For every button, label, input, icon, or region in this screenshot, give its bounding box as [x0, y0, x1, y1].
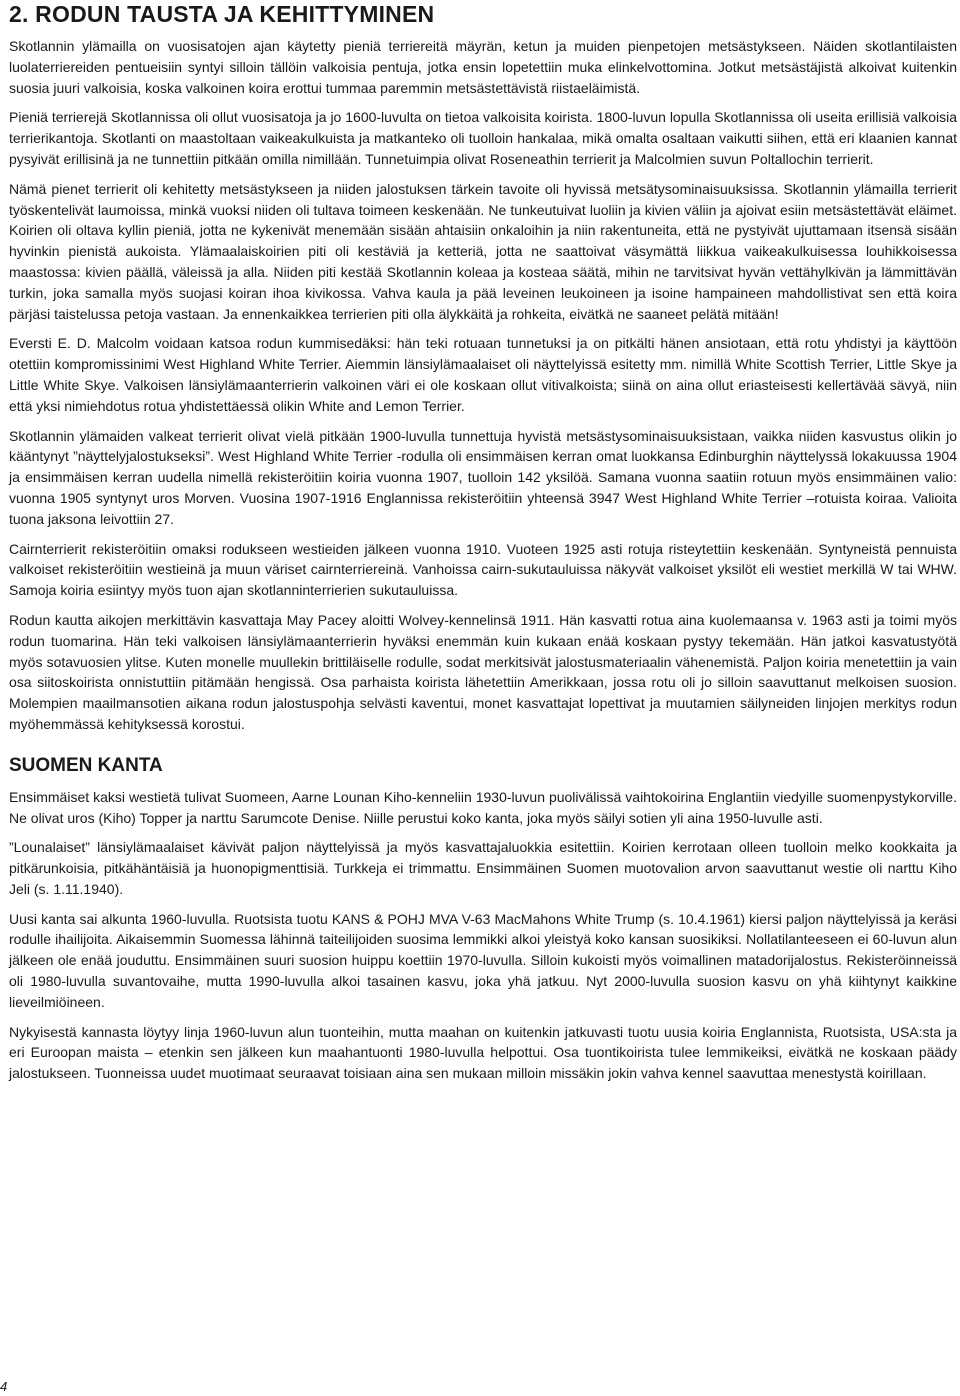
paragraph: Nykyisestä kannasta löytyy linja 1960-luvun alun tuonteihin, mutta maahan on kuitenkin jatkuvasti tuotu uusia koiria Englannista, Ruotsista, USA:sta ja eri Euroopan maista – etenkin sen jälkeen kun maahantuonti 1980-luvulla helpottui. Osa tuontikoirista tulee lemmikeiksi, eivätkä ne koskaan päädy jalostukseen. Tuonneissa uudet muotimaat seuraavat toisiaan aina sen mukaan milloin missäkin jokin vahva kennel saavuttaa menestystä koirillaan. [9, 1023, 957, 1082]
paragraph: Skotlannin ylämaiden valkeat terrierit olivat vielä pitkään 1900-luvulla tunnettuja hyvistä metsästysominaisuuksistaan, vaikka niiden kasvustus olikin jo kääntynyt ”näyttelyjalostukseksi”. West Highland White Terrier -rodulla oli ensimmäisen kerran omat luokkansa Edinburghin näyttelyssä lokakuussa 1904 ja ensimmäisen kerran uudella nimellä rekisteröitiin koiria vuonna 1907, tuolloin 142 yksilöä. Samana vuonna saatiin rotuun myös ensimmäinen valio: vuonna 1905 syntynyt uros Morven. Vuosina 1907-1916 Englannissa rekisteröitiin yhteensä 3947 West Highland White Terrier –rotuista koiraa. Valioita tuona jaksona leivottiin 27. [9, 427, 957, 527]
paragraph: Pieniä terrierejä Skotlannissa oli ollut vuosisatoja ja jo 1600-luvulta on tietoa valkoisita koirista. 1800-luvun lopulla Skotlannissa oli useita erillisiä valkoisia terrierikantoja. Skotlanti on maastoltaan vaikeakulkuista ja matkanteko oli tuolloin hankalaa, mikä omalta osaltaan vaikutti siihen, että eri klaanien kannat pysyivät erillisinä ja ne tunnettiin pitkään omilla nimillään. Tunnetuimpia olivat Roseneathin terrierit ja Malcolmien suvun Poltallochin terrierit. [9, 109, 957, 167]
paragraph: Uusi kanta sai alkunta 1960-luvulla. Ruotsista tuotu KANS & POHJ MVA V-63 MacMahons White Trump (s. 10.4.1961) kiersi paljon näyttelyissä ja keräsi rodulle ihailijoita. Aikaisemmin Suomessa lähinnä taiteilijoiden suosima lemmikki alkoi yleistyä koko kansan suosikiksi. Nollatilanteeseen ei 60-luvun alun jälkeen ole enää jouduttu. Ensimmäinen suuri suosion huippu koettiin 1970-luvulla. Silloin kukoisti myös voimallinen matadorijalostus. Rekisteröinneissä oli 1980-luvulla suvantovaihe, mutta 1990-luvulla alkoi tasainen kasvu, joka yhä jatkuu. Nyt 2000-luvulla suosion kasvu on yhä kiihtynyt kaikkine lieveilmiöineen. [9, 910, 957, 1010]
paragraph: Nämä pienet terrierit oli kehitetty metsästykseen ja niiden jalostuksen tärkein tavoite oli hyvissä metsätysominaisuuksissa. Skotlannin ylämailla terrierit työskentelivät laumoissa, minkä vuoksi niiden oli tultava toimeen keskenään. Ne tunkeutuivat luoliin ja kivien väliin ja ajoivat esiin metsästettävät eläimet. Koirien oli oltava kyllin pieniä, jotta ne kykenivät menemään sisään ahtaisiin onkaloihin ja niin rakentuneita, että ne pystyivät ujuttamaan itsensä sisään hyvinkin pienistä aukoista. Ylämaalaiskoirien piti oli kestäviä ja ketteriä, jotta ne saattoivat väsymättä liikkua vaikeakulkuisessa louhikkoisessa maastossa: kivien päällä, väleissä ja alla. Niiden piti kestää Skotlannin koleaa ja kosteaa säätä, mihin ne tarvitsivat hyvän vettähylkivän ja lämmittävän turkin, joka samalla myös suojasi koiran ihoa kivikossa. Vahva kaula ja pää leveinen leukoineen ja isoine hampaineen mahdollistivat sen että koira pärjäsi taistelussa petoja vastaan. Ja ennenkaikkea terrierien piti olla älykkäitä ja rohkeita, eivätkä ne saaneet pelätä mitään! [9, 180, 957, 322]
paragraph: Rodun kautta aikojen merkittävin kasvattaja May Pacey aloitti Wolvey-kennelinsä 1911. Hän kasvatti rotua aina kuolemaansa v. 1963 asti ja toimi myös rodun tuomarina. Hän teki valkoisen länsiylämaanterrierin hyväksi enemmän kuin kukaan enää koskaan pystyy tekemään. Hän jatkoi kasvatustyötä myös sotavuosien ylitse. Kuten monelle muullekin brittiläiselle rodulle, sodat merkitsivät jalostusmateriaalin vähenemistä. Paljon koiria menetettiin ja vain osa siitoskoirista onnistuttiin pitämään hengissä. Osa parhaista koirista lähetettiin Amerikkaan, jossa rotu oli jo silloin saavuttanut melkoisen suosion. Molempien maailmansotien aikana rodun jalostuspohja selvästi kaventui, monet kasvattajat lopettivat ja muutamien säilyneiden linjojen merkitys rodun myöhemmässä kehityksessä korostui. [9, 611, 957, 732]
paragraph: Eversti E. D. Malcolm voidaan katsoa rodun kummisedäksi: hän teki rotuaan tunnetuksi ja on pitkälti hänen ansiotaan, että rotu yhdistyi ja käyttöön otettiin kompromissinimi West Highland White Terrier. Aiemmin länsiylämaalaiset oli näyttelyissä esitetty mm. nimillä White Scottish Terrier, Little Skye ja Little White Skye. Valkoisen länsiylämaanterrierin valkoinen väri ei ole koskaan ollut vitivalkoista; siinä on aina ollut eriasteisesti kellertävää sävyä, niin että yksi nimiehdotus rotua yhdistettäessä olikin White and Lemon Terrier. [9, 335, 957, 414]
section-title: 2. RODUN TAUSTA JA KEHITTYMINEN [9, 1, 435, 27]
paragraph: Skotlannin ylämailla on vuosisatojen ajan käytetty pieniä terriereitä mäyrän, ketun ja muiden pienpetojen metsästykseen. Näiden skotlantilaisten luolaterriereiden pentueisiin syntyi silloin tällöin valkoisia pentuja, jotka ensin lopetettiin muka elinkelvottomina. Jotkut metsästäjistä alkoivat kuitenkin suosia juuri valkoisia, koska valkoinen koira erottui tummaa paremmin metsästettävistä riistaeläimistä. [9, 38, 957, 96]
paragraph: ”Lounalaiset” länsiylämaalaiset kävivät paljon näyttelyissä ja myös kasvattajaluokkia esitettiin. Koirien kerrotaan olleen tuolloin melko kookkaita ja pitkärunkoisia, pitkähäntäisiä ja huonopigmenttisiä. Turkkeja ei trimmattu. Ensimmäinen Suomen muotovalion arvon saavuttanut westie oli narttu Kiho Jeli (s. 1.11.1940). [9, 839, 957, 897]
body-text [9, 36, 957, 1093]
subsection-title: SUOMEN KANTA [9, 754, 163, 776]
page-number: 4 [0, 1379, 8, 1394]
paragraph: Cairnterrierit rekisteröitiin omaksi rodukseen westieiden jälkeen vuonna 1910. Vuoteen 1925 asti rotuja risteytettiin keskenään. Syntyneistä pennuista valkoiset rekisteröitiin westieinä ja muun väriset cairnterriereinä. Vanhoissa cairn-sukutauluissa näkyvät valkoiset yksilöt eli westiet merkillä W tai WHW. Samoja koiria esiintyy myös tuon ajan skotlanninterrierien sukutauluissa. [9, 540, 957, 599]
paragraph: Ensimmäiset kaksi westietä tulivat Suomeen, Aarne Lounan Kiho-kenneliin 1930-luvun puolivälissä vaihtokoirina Englantiin viedyille suomenpystykorville. Ne olivat uros (Kiho) Topper ja narttu Sarumcote Denise. Niille perustui koko kanta, joka myös säilyi sotien yli aina 1950-luvulle asti. [9, 788, 957, 826]
